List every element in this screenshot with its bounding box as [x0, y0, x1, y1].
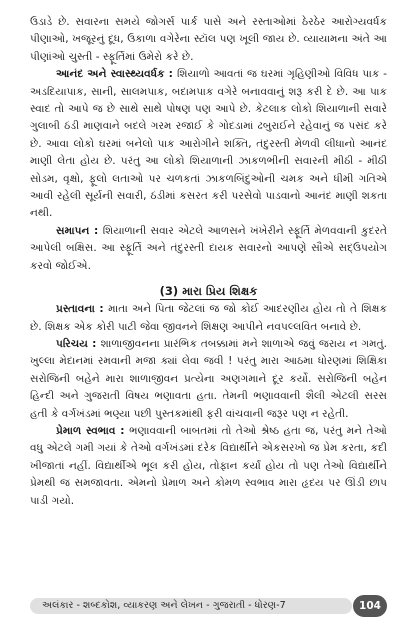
- paragraph-conclusion: [30, 223, 387, 275]
- heading-nature: પ્રેમાળ સ્વભાવ :: [56, 424, 130, 437]
- section-title-text: (3) મારા પ્રિય શિક્ષક: [159, 284, 258, 299]
- footer-book-title: અલંકાર - શબ્દકોશ, વ્યાકરણ અને લેખન - ગુજરાતી - ધોરણ-7: [30, 598, 352, 614]
- footer: [30, 598, 387, 614]
- page-content: [30, 14, 387, 612]
- section-title: [30, 284, 387, 299]
- body-conclusion: શિયાળાની સવાર એટલે આળસને ખંખેરીને સ્ફૂર્તિ મેળવવાની કુદરતે આપેલી બક્ષિસ. આ સ્ફૂર્તિ અને તંદુરસ્તી દાયક સવારનો આપણે સૌએ સદ્ઉપયોગ કરવો જોઈએ.: [30, 224, 387, 272]
- heading-introduction: પ્રસ્તાવના :: [56, 303, 109, 316]
- heading-conclusion: સમાપન :: [56, 224, 103, 237]
- paragraph-acquaintance: [30, 336, 387, 423]
- paragraph-introduction: [30, 301, 387, 336]
- body-nature: ભણાવવાની બાબતમાં તો તેઓ શ્રેષ્ઠ હતા જ, પરંતુ મને તેઓ વધુ એટલે ગમી ગયાં કે તેઓ વર્ગખંડમાં દરેક વિદ્યાર્થીને એકસરખો જ પ્રેમ કરતા, કદી ખીજાતાં નહીં. વિદ્યાર્થીએ ભૂલ કરી હોય, તોફાન કર્યાં હોય તો પણ તેઓ વિદ્યાર્થીને પ્રેમથી જ સમજાવતા. એમનો પ્રેમાળ અને કોમળ સ્વભાવ મારા હૃદય પર ઊંડી છાપ પાડી ગયો.: [30, 424, 387, 507]
- body-health: શિયાળો આવતાં જ ઘરમાં ગૃહિણીઓ વિવિધ પાક - અડદિયાપાક, સાની, સાલમપાક, બદામપાક વગેરે બનાવવાનું શરૂ કરી દે છે. આ પાક સ્વાદ તો આપે જ છે સાથે સાથે પોષણ પણ આપે છે. કેટલાક લોકો શિયાળાની સવારે ગુલાબી ઠંડી માણવાને બદલે ગરમ રજાઈ કે ગોદડામાં ઢબુરાઈને રહેવાનું જ પસંદ કરે છે. આવા લોકો ઘરમાં બનેલો પાક આરોગીને શક્તિ, તંદુરસ્તી મેળવી લીધાનો આનંદ માણી લેતા હોય છે. પરંતુ આ લોકો શિયાળાની ઝાકળભીની સવારની મીઠી - મીઠી સોડમ, વૃક્ષો, ફૂલો લતાઓ પર ચળકતાં ઝાકળબિંદુઓની ચમક અને ધીમી ગતિએ આવી રહેલી સૂર્યની સવારી, ઠંડીમાં કસરત કરી પરસેવો પાડવાનો આનંદ માણી શકતા નથી.: [30, 68, 387, 220]
- paragraph-intro-continuation: ઉડાડે છે. સવારના સમયે જોગર્સ પાર્ક પાસે અને રસ્તાઓમાં ઠેરઠેર આરોગ્યવર્ધક પીણાઓ, ખજૂરનું દૂધ, ઉકાળા વગેરેના સ્ટૉલ પણ ખૂલી જાય છે. વ્યાયામના અંતે આ પીણાંઓ ચુસ્તી - સ્ફૂર્તિમાં ઉમેરો કરે છે.: [30, 16, 387, 63]
- page-number: 104: [353, 595, 387, 617]
- paragraph-nature: [30, 423, 387, 510]
- paragraph-health: [30, 66, 387, 223]
- body-acquaintance: શાળાજીવનના પ્રારંભિક તબક્કામાં મને શાળાએ જવું જરાય ન ગમતું. ખુલ્લા મેદાનમાં રમવાની મજા ક્યાં લેવા જવી ! પરંતુ મારા આઠમા ધોરણમાં શિક્ષિકા સરોજિની બહેને મારા શાળાજીવન પ્રત્યેના અણગમાને દૂર કર્યો. સરોજિની બહેન હિન્દી અને ગુજરાતી વિષય ભણાવતા હતા. તેમની ભણાવવાની શૈલી એટલી સરસ હતી કે વર્ગખંડમાં ભણ્યા પછી પુસ્તકમાંથી ફરી વાંચવાની જરૂર પણ ન રહેતી.: [30, 337, 387, 420]
- body-introduction: માતા અને પિતા જેટલાં જ જો કોઈ આદરણીય હોય તો તે શિક્ષક છે. શિક્ષક એક કોરી પાટી જેવા જીવનને શિક્ષણ આપીને નવપલ્લવિત બનાવે છે.: [30, 303, 387, 333]
- heading-acquaintance: પરિચય :: [56, 337, 101, 350]
- heading-health: આનંદ અને સ્વાસ્થ્યવર્ધક :: [56, 68, 178, 81]
